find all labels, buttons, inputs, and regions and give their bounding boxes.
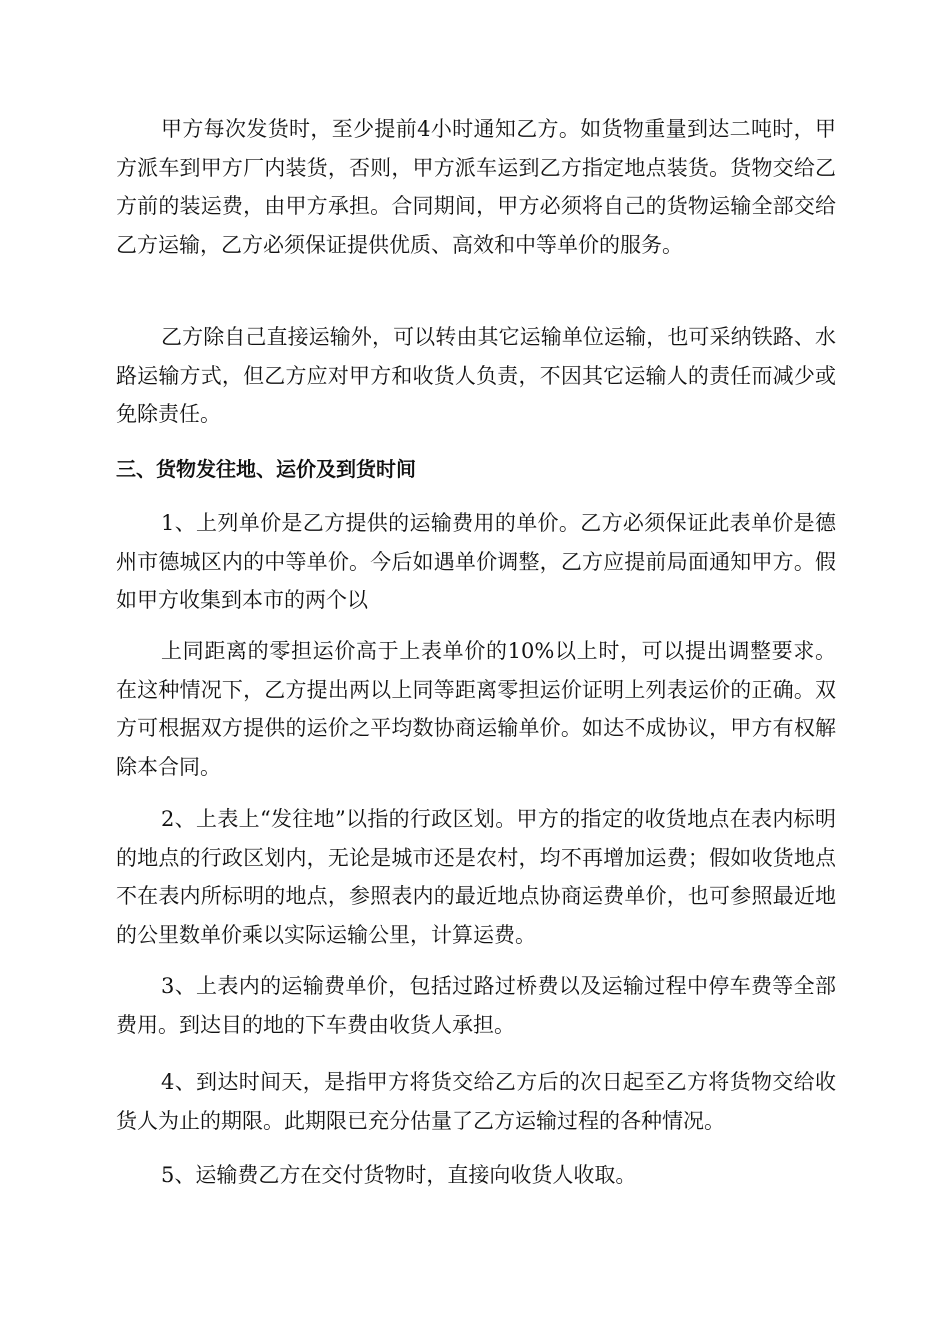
paragraph-clause-1-continued: 上同距离的零担运价高于上表单价的10%以上时，可以提出调整要求。在这种情况下，乙方提出两以上同等距离零担运价证明上列表运价的正确。双方可根据双方提供的运价之平均数协商运输单价。如达不成协议，甲方有权解除本合同。 (116, 639, 836, 779)
paragraph-clause-1: 1、上列单价是乙方提供的运输费用的单价。乙方必须保证此表单价是德州市德城区内的中等单价。今后如遇单价调整，乙方应提前局面通知甲方。假如甲方收集到本市的两个以 (116, 511, 836, 612)
paragraph-clause-3: 3、上表内的运输费单价，包括过路过桥费以及运输过程中停车费等全部费用。到达目的地的下车费由收货人承担。 (116, 974, 836, 1037)
paragraph-subcontract-transport: 乙方除自己直接运输外，可以转由其它运输单位运输，也可采纳铁路、水路运输方式，但乙方应对甲方和收货人负责，不因其它运输人的责任而减少或免除责任。 (116, 325, 836, 426)
section-heading-3: 三、货物发往地、运价及到货时间 (116, 457, 416, 481)
paragraph-clause-4: 4、到达时间天，是指甲方将货交给乙方后的次日起至乙方将货物交给收货人为止的期限。此期限已充分估量了乙方运输过程的各种情况。 (116, 1070, 836, 1133)
paragraph-clause-2: 2、上表上“发往地”以指的行政区划。甲方的指定的收货地点在表内标明的地点的行政区划内，无论是城市还是农村，均不再增加运费；假如收货地点不在表内所标明的地点，参照表内的最近地点协商运费单价，也可参照最近地的公里数单价乘以实际运输公里，计算运费。 (116, 807, 836, 947)
paragraph-delivery-notice: 甲方每次发货时，至少提前4小时通知乙方。如货物重量到达二吨时，甲方派车到甲方厂内装货，否则，甲方派车运到乙方指定地点装货。货物交给乙方前的装运费，由甲方承担。合同期间，甲方必须将自己的货物运输全部交给乙方运输，乙方必须保证提供优质、高效和中等单价的服务。 (116, 117, 836, 257)
paragraph-clause-5: 5、运输费乙方在交付货物时，直接向收货人收取。 (161, 1163, 637, 1187)
